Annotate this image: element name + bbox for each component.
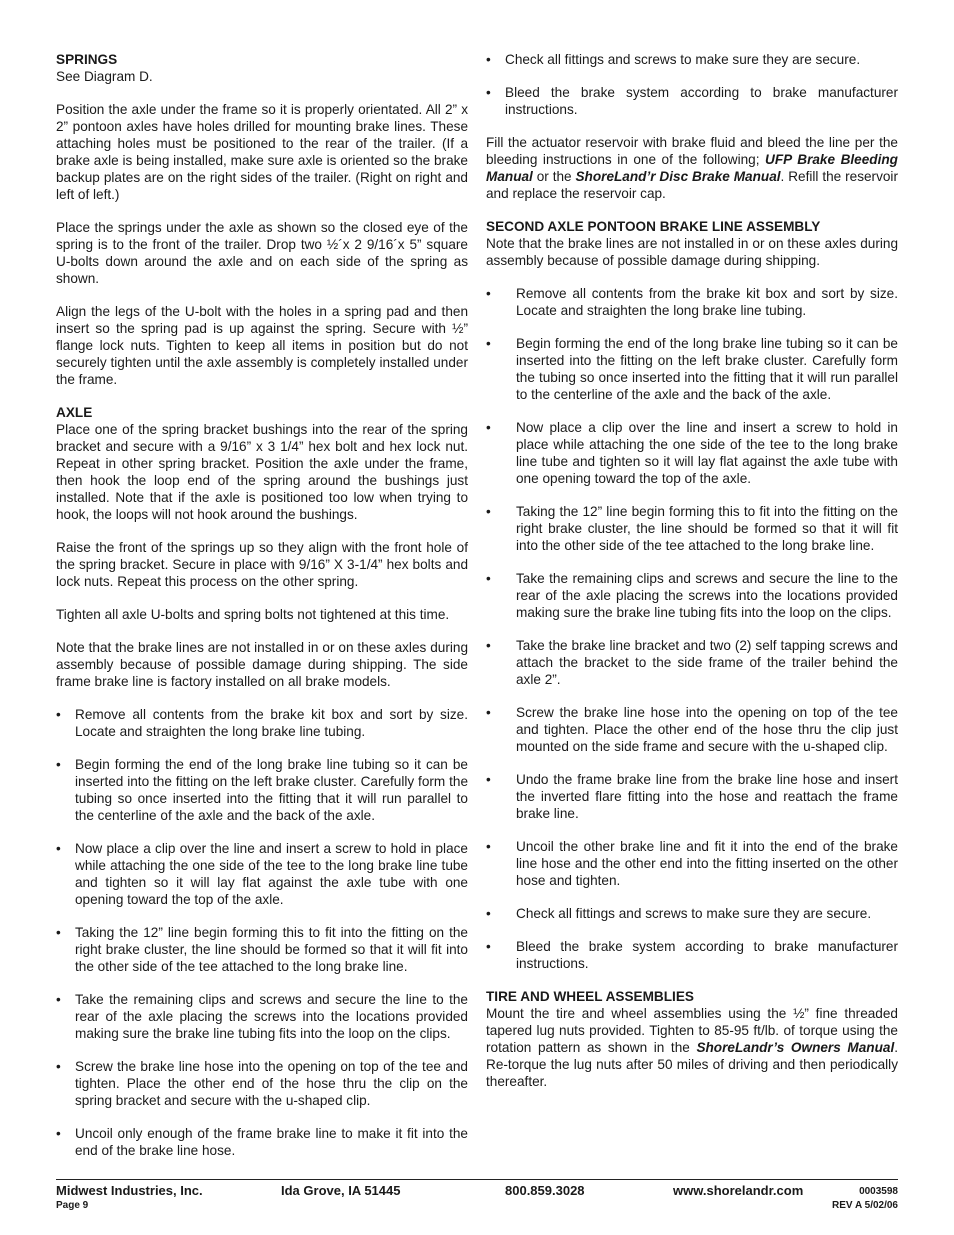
tire-text: . Re-torque the lug nuts after 50 miles of driving and then periodically thereafter. <box>486 1040 899 1089</box>
owners-manual-title: ShoreLandr’s Owners Manual <box>696 1040 895 1055</box>
bullet-icon: • <box>486 336 491 351</box>
footer-doc-number: 0003598 <box>859 1186 898 1197</box>
axle-bullet-list <box>56 706 468 1159</box>
bullet-icon: • <box>56 841 61 856</box>
list-item <box>486 704 898 755</box>
list-item-text: Screw the brake line hose into the opening on top of the tee and tighten. Place the other end of the hose thru the clip on the spring bracket and secure with the u-shaped clip. <box>75 1059 468 1108</box>
reservoir-paragraph <box>486 134 898 202</box>
list-item <box>486 51 898 68</box>
second-axle-paragraph: Note that the brake lines are not installed in or on these axles during assembly because of possible damage during shipping. <box>486 236 898 268</box>
list-item <box>56 924 468 975</box>
bullet-icon: • <box>486 705 491 720</box>
list-item <box>486 503 898 554</box>
list-item <box>486 285 898 319</box>
list-item-text: Screw the brake line hose into the opening on top of the tee and tighten. Place the other end of the hose thru the clip just mounted on the side frame and secure with the u-shaped clip. <box>516 705 898 754</box>
second-axle-bullet-list <box>486 285 898 972</box>
list-item <box>56 1125 468 1159</box>
list-item <box>486 771 898 822</box>
reservoir-text: Fill the actuator reservoir with brake fluid and bleed the line per the bleeding instructions in one of the following; <box>486 135 898 167</box>
bullet-icon: • <box>56 757 61 772</box>
top-bullet-list <box>486 51 898 118</box>
page-footer <box>56 1179 898 1214</box>
list-item-text: Undo the frame brake line from the brake line hose and insert the inverted flare fitting into the hose and reattach the frame brake line. <box>516 772 898 821</box>
reservoir-text: . Refill the reservoir and replace the reservoir cap. <box>486 169 898 201</box>
second-axle-heading: SECOND AXLE PONTOON BRAKE LINE ASSEMBLY <box>486 219 821 234</box>
bullet-icon: • <box>56 707 61 722</box>
tire-text: Mount the tire and wheel assemblies using the ½” fine threaded tapered lug nuts provided. Tighten to 85-95 ft/lb. of torque using the rotation pattern as shown in the <box>486 1006 898 1055</box>
footer-phone: 800.859.3028 <box>505 1183 585 1198</box>
list-item <box>486 637 898 688</box>
list-item-text: Taking the 12” line begin forming this to fit into the fitting on the right brake cluster, the line should be formed so that it will fit into the other side of the tee attached to the long brake line. <box>516 504 898 553</box>
list-item <box>56 706 468 740</box>
bullet-icon: • <box>486 939 491 954</box>
list-item-text: Remove all contents from the brake kit box and sort by size. Locate and straighten the long brake line tubing. <box>75 707 468 739</box>
axle-paragraph: Raise the front of the springs up so they align with the front hole of the spring bracket. Secure in place with 9/16” X 3-1/4” hex bolts and lock nuts. Repeat this process on the other spring. <box>56 540 468 589</box>
list-item-text: Take the remaining clips and screws and secure the line to the rear of the axle placing the screws into the locations provided making sure the brake line tubing fits into the loop on the clips. <box>516 571 898 620</box>
reservoir-text: or the <box>532 169 576 184</box>
springs-paragraph: Place the springs under the axle as shown so the closed eye of the spring is to the front of the trailer. Drop two ½´x 2 9/16´x 5” square U-bolts down around the axle and on each side of the spring as shown. <box>56 220 468 286</box>
bullet-icon: • <box>486 85 491 100</box>
footer-city: Ida Grove, IA 51445 <box>281 1183 401 1198</box>
bullet-icon: • <box>486 638 491 653</box>
list-item <box>56 756 468 824</box>
axle-paragraph: Tighten all axle U-bolts and spring bolts not tightened at this time. <box>56 607 450 622</box>
bullet-icon: • <box>486 772 491 787</box>
list-item-text: Uncoil only enough of the frame brake line to make it fit into the end of the brake line hose. <box>75 1126 468 1158</box>
bullet-icon: • <box>56 1126 61 1141</box>
bullet-icon: • <box>486 52 491 67</box>
list-item-text: Remove all contents from the brake kit box and sort by size. Locate and straighten the long brake line tubing. <box>516 286 898 318</box>
list-item <box>486 419 898 487</box>
tire-heading: TIRE AND WHEEL ASSEMBLIES <box>486 989 694 1004</box>
bullet-icon: • <box>486 504 491 519</box>
list-item <box>486 335 898 403</box>
bullet-icon: • <box>486 839 491 854</box>
list-item-text: Now place a clip over the line and insert a screw to hold in place while attaching the one side of the tee to the long brake line tube and tighten so it will lay flat against the axle tube with one opening toward the top of the axle. <box>516 420 898 486</box>
bullet-icon: • <box>56 992 61 1007</box>
list-item <box>486 84 898 118</box>
springs-heading: SPRINGS <box>56 52 118 67</box>
list-item-text: Take the remaining clips and screws and secure the line to the rear of the axle placing the screws into the locations provided making sure the brake line tubing fits into the loop on the clips. <box>75 992 468 1041</box>
left-column <box>56 51 468 1175</box>
bullet-icon: • <box>486 286 491 301</box>
bullet-icon: • <box>56 925 61 940</box>
list-item-text: Begin forming the end of the long brake line tubing so it can be inserted into the fitting on the left brake cluster. Carefully form the tubing so once inserted into the fitting that it will run parallel to the centerline of the axle and the back of the axle. <box>516 336 898 402</box>
footer-page-number: Page 9 <box>56 1200 89 1211</box>
bullet-icon: • <box>486 906 491 921</box>
list-item-text: Bleed the brake system according to brake manufacturer instructions. <box>516 939 898 971</box>
list-item <box>56 1058 468 1109</box>
list-item-text: Take the brake line bracket and two (2) self tapping screws and attach the bracket to the side frame of the trailer behind the axle 2”. <box>516 638 898 687</box>
springs-see-diagram: See Diagram D. <box>56 69 153 84</box>
list-item-text: Taking the 12” line begin forming this to fit into the fitting on the right brake cluster, the line should be formed so that it will fit into the other side of the tee attached to the long brake line. <box>75 925 468 974</box>
list-item-text: Uncoil the other brake line and fit it into the end of the brake line hose and the other end into the fitting inserted on the other hose and tighten. <box>516 839 898 888</box>
axle-paragraph: Note that the brake lines are not installed in or on these axles during assembly because of possible damage during shipping. The side frame brake line is factory installed on all brake models. <box>56 640 468 689</box>
footer-company: Midwest Industries, Inc. <box>56 1183 203 1198</box>
list-item-text: Now place a clip over the line and insert a screw to hold in place while attaching the one side of the tee to the long brake line tube and tighten so it will lay flat against the axle tube with one opening toward the top of the axle. <box>75 841 468 907</box>
springs-paragraph: Align the legs of the U-bolt with the holes in a spring pad and then insert so the spring pad is up against the spring. Secure with ½” flange lock nuts. Tighten to keep all items in position but do not securely tighten until the axle assembly is completely installed under the frame. <box>56 304 468 387</box>
list-item <box>486 938 898 972</box>
list-item <box>486 570 898 621</box>
list-item <box>486 838 898 889</box>
ufp-manual-title: UFP Brake Bleeding Manual <box>486 152 898 184</box>
footer-website: www.shorelandr.com <box>673 1183 804 1198</box>
tire-paragraph <box>486 1005 898 1090</box>
bullet-icon: • <box>486 571 491 586</box>
list-item-text: Bleed the brake system according to brake manufacturer instructions. <box>505 85 898 117</box>
list-item <box>486 905 898 922</box>
list-item-text: Check all fittings and screws to make sure they are secure. <box>516 906 872 921</box>
bullet-icon: • <box>486 420 491 435</box>
axle-heading: AXLE <box>56 405 93 420</box>
list-item <box>56 840 468 908</box>
springs-paragraph: Position the axle under the frame so it is properly orientated. All 2” x 2” pontoon axles have holes drilled for mounting brake lines. These attaching holes must be positioned to the rear of the trailer. (If a brake axle is being installed, make sure axle is oriented so the brake backup plates are on the right sides of the trailer. (Right on right and left of left.) <box>56 102 468 202</box>
footer-revision: REV A 5/02/06 <box>832 1200 898 1211</box>
list-item-text: Check all fittings and screws to make sure they are secure. <box>505 52 861 67</box>
list-item <box>56 991 468 1042</box>
bullet-icon: • <box>56 1059 61 1074</box>
list-item-text: Begin forming the end of the long brake line tubing so it can be inserted into the fitting on the left brake cluster. Carefully form the tubing so once inserted into the fitting that it will run parallel to the centerline of the axle and the back of the axle. <box>75 757 468 823</box>
axle-paragraph: Place one of the spring bracket bushings into the rear of the spring bracket and secure with a 9/16” x 3 1/4” hex bolt and hex lock nut. Repeat in other spring bracket. Position the axle under the frame, then hook the loop end of the spring around the bushings just installed. Note that if the axle is positioned too low when trying to hook, the loops will not hook around the bushings. <box>56 422 468 522</box>
right-column <box>486 51 898 1106</box>
disc-brake-manual-title: ShoreLand’r Disc Brake Manual <box>575 169 781 184</box>
